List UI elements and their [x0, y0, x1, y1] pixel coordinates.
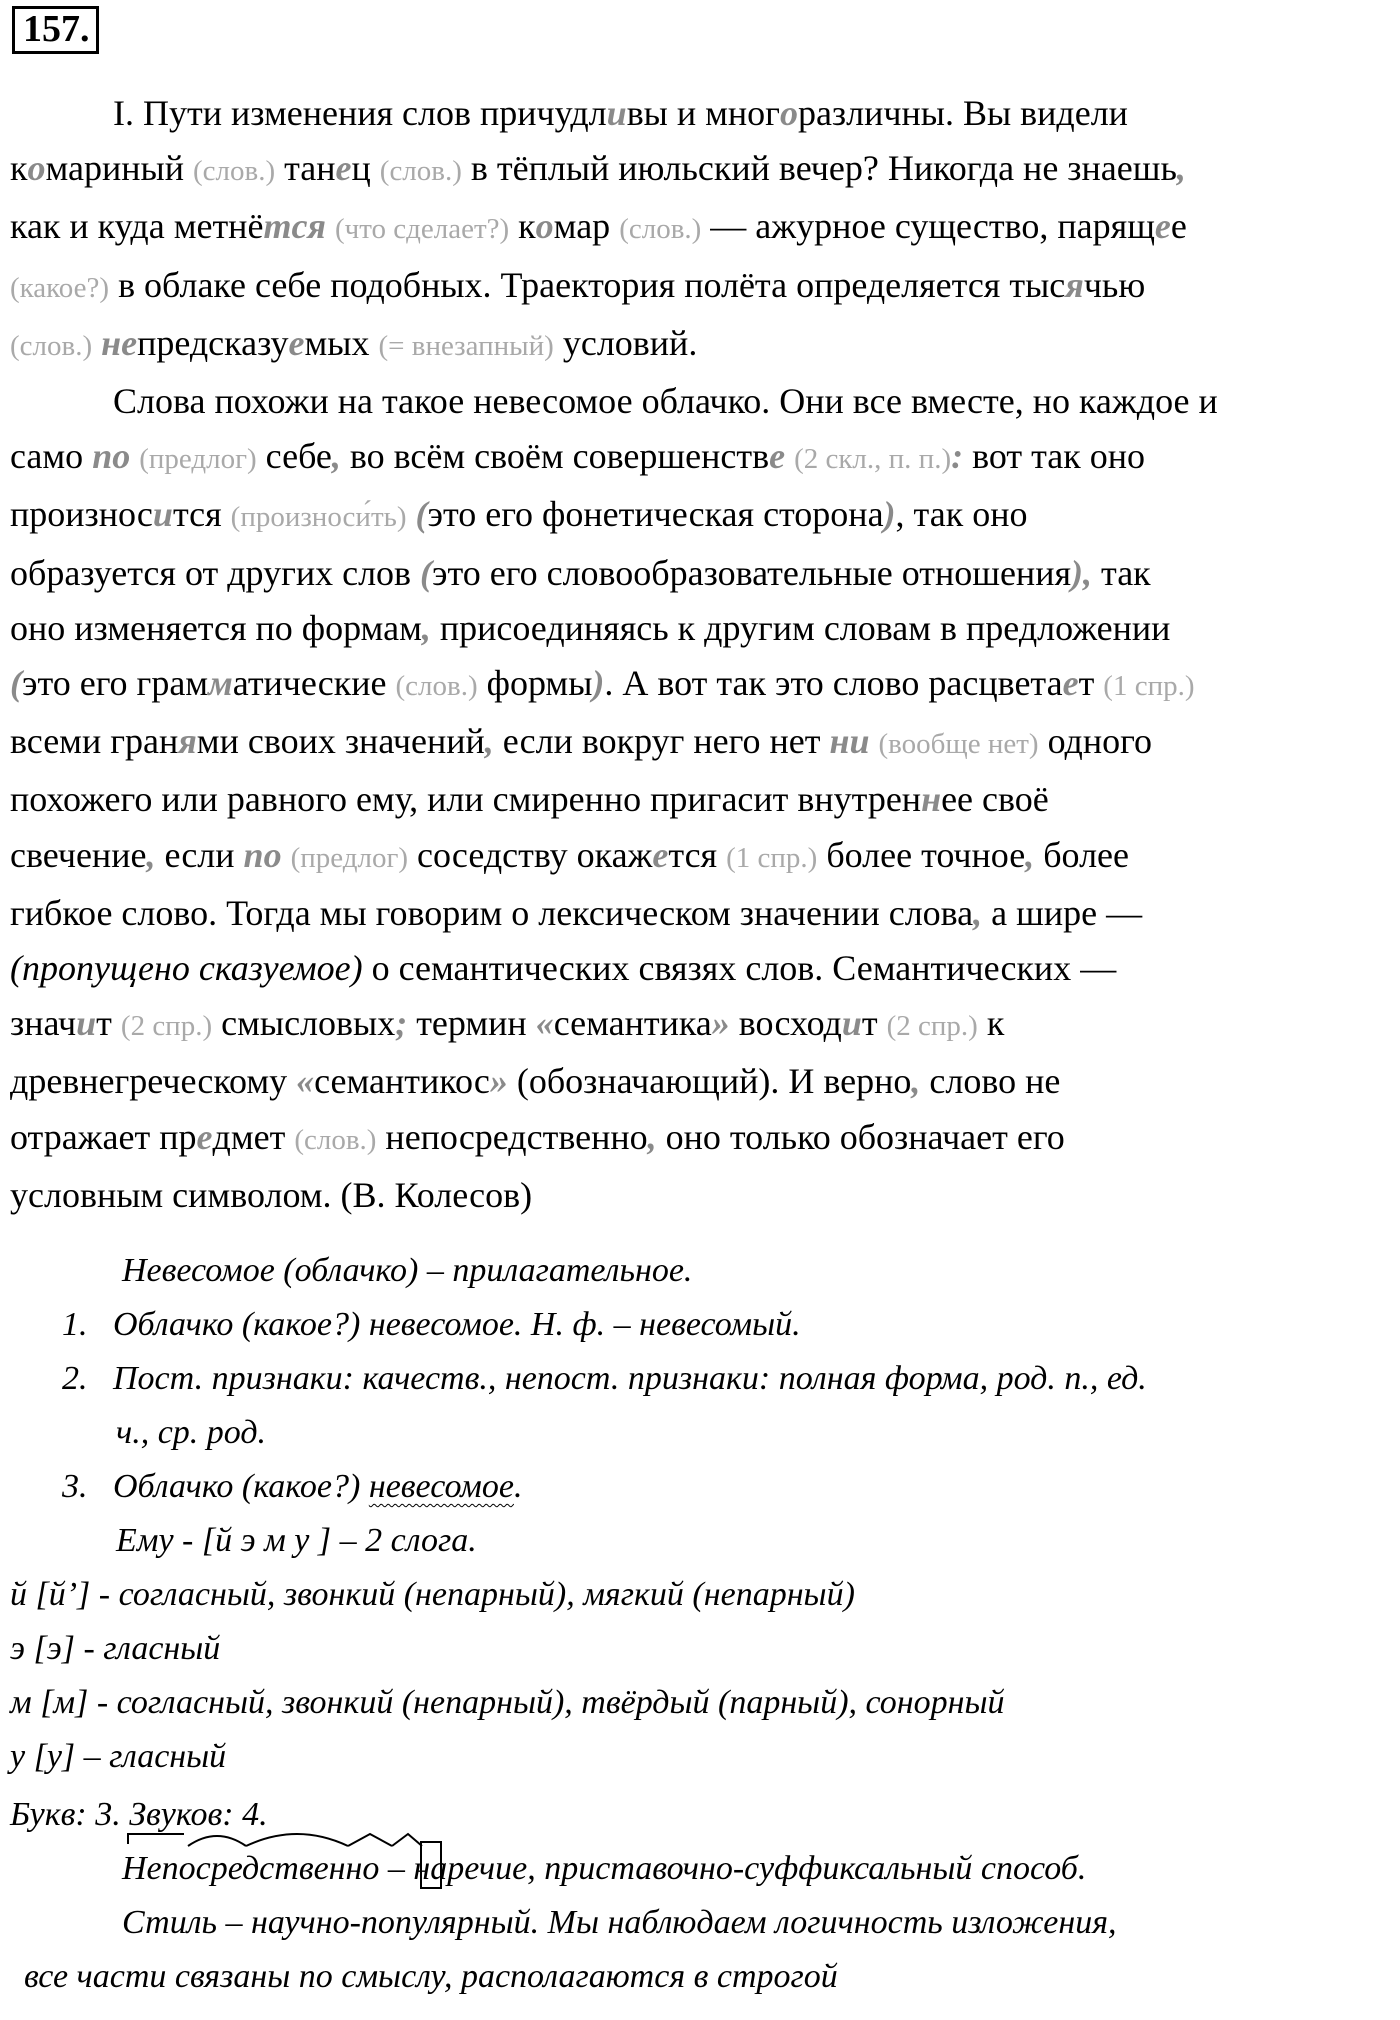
text-segment: слово не: [920, 1061, 1061, 1102]
text-segment: [92, 323, 101, 363]
highlighted-letter: ,: [146, 834, 156, 875]
exercise-text: [10, 86, 1395, 1223]
text-segment: одного: [1038, 721, 1152, 762]
text-line: [10, 86, 1395, 141]
item-period: .: [513, 1468, 523, 1505]
phonetic-line: у [у] – гласный: [10, 1738, 227, 1775]
text-segment: если: [155, 834, 244, 875]
text-segment: это его словообразовательные отношения: [432, 552, 1072, 593]
text-segment: ц: [351, 148, 380, 189]
highlighted-letter: по: [243, 834, 282, 875]
text-segment: формы: [477, 663, 593, 704]
adverb-description: – наречие, приставочно-суффиксальный способ.: [379, 1850, 1087, 1887]
highlighted-letter: я: [1065, 264, 1084, 305]
item-number: 2.: [62, 1360, 88, 1397]
highlighted-letter: ),: [1071, 552, 1093, 593]
highlighted-letter: (: [415, 494, 428, 535]
text-line: [10, 199, 1395, 257]
text-line: [10, 601, 1395, 656]
highlighted-letter: ): [592, 663, 605, 704]
highlighted-letter: »: [711, 1003, 730, 1044]
highlighted-letter: »: [489, 1061, 508, 1102]
highlighted-letter: (: [420, 552, 433, 593]
text-segment: похожего или равного ему, или смиренно пригасит внутрен: [10, 779, 922, 820]
text-line: [10, 828, 1395, 886]
highlighted-letter: ,: [647, 1116, 657, 1157]
item-number: 1.: [62, 1306, 88, 1343]
text-segment: так: [1092, 552, 1151, 593]
text-segment: во всём своём совершенств: [340, 436, 770, 477]
highlighted-letter: ,: [911, 1061, 921, 1102]
text-segment: к: [10, 148, 28, 189]
italic-note: (пропущено сказуемое): [10, 948, 363, 989]
grammar-note: (1 спр.): [1103, 670, 1195, 703]
text-segment: соседству окаж: [408, 834, 653, 875]
text-segment: отражает пр: [10, 1116, 197, 1157]
grammar-note: (что сделает?): [334, 213, 510, 246]
highlighted-letter: ,: [421, 607, 431, 648]
analysis-item-3: [10, 1460, 1395, 1514]
phonetic-line: й [й’] - согласный, звонкий (непарный), мягкий (непарный): [10, 1576, 855, 1613]
text-segment: а шире —: [982, 892, 1143, 933]
style-line-2: все части связаны по смыслу, располагаются в строгой: [24, 1958, 838, 1995]
text-segment: в облаке себе подобных. Траектория полёта определяется тыс: [109, 264, 1066, 305]
text-segment: (обозначающий). И верно: [507, 1061, 912, 1102]
text-segment: свечение: [10, 834, 147, 875]
text-segment: предсказу: [137, 322, 289, 363]
analysis-item-2-cont: ч., ср. род.: [116, 1414, 267, 1451]
highlighted-letter: м: [208, 663, 233, 704]
grammar-note: (1 спр.): [726, 841, 818, 874]
text-segment: тан: [275, 148, 336, 189]
grammar-note: (слов.): [619, 213, 702, 246]
grammar-note: (какое?): [10, 271, 110, 304]
text-segment: различны. Вы видели: [797, 93, 1128, 133]
highlighted-letter: о: [535, 206, 554, 247]
grammar-note: (слов.): [193, 155, 276, 188]
grammar-note: (слов.): [294, 1123, 377, 1156]
highlighted-letter: по: [92, 436, 131, 477]
text-segment: семантикос: [314, 1061, 490, 1102]
grammar-note: (2 спр.): [886, 1010, 978, 1043]
adverb-word: Непосредственно: [122, 1850, 380, 1887]
text-segment: тся: [172, 494, 231, 535]
style-line-1: Стиль – научно-популярный. Мы наблюдаем логичность изложения,: [122, 1904, 1117, 1941]
adverb-line: [10, 1842, 1395, 1896]
text-segment: дмет: [212, 1116, 295, 1157]
grammar-note: (вообще нет): [878, 728, 1039, 761]
text-segment: [407, 494, 416, 534]
item-text: Пост. признаки: качеств., непост. признаки: полная форма, род. п., ед.: [113, 1360, 1147, 1397]
highlighted-letter: е: [1062, 663, 1079, 704]
text-segment: себе: [256, 436, 332, 477]
adjective-heading: Невесомое (облачко) – прилагательное.: [122, 1252, 693, 1289]
text-segment: т: [1078, 663, 1104, 704]
text-segment: — ажурное существо, парящ: [701, 206, 1155, 247]
text-line: [10, 996, 1395, 1054]
text-segment: т: [861, 1003, 887, 1044]
text-line: [10, 374, 1395, 429]
text-segment: к: [977, 1003, 1005, 1044]
highlighted-letter: ;: [395, 1003, 408, 1044]
highlighted-letter: ,: [484, 721, 494, 762]
text-segment: термин: [407, 1003, 536, 1044]
text-segment: т: [96, 1003, 121, 1044]
highlighted-letter: и: [152, 494, 173, 535]
text-segment: всеми гран: [10, 721, 179, 762]
text-line: [10, 941, 1395, 996]
analysis-item-1: [10, 1298, 1395, 1352]
text-segment: Слова похожи на такое невесомое облачко. Они все вместе, но каждое и: [113, 381, 1218, 422]
phonetic-line: м [м] - согласный, звонкий (непарный), твёрдый (парный), сонорный: [10, 1684, 1005, 1721]
text-segment: , так оно: [895, 494, 1028, 535]
text-segment: ее своё: [941, 779, 1049, 820]
highlighted-letter: «: [296, 1061, 315, 1102]
highlighted-letter: е: [288, 322, 305, 363]
text-line: [10, 1168, 1395, 1223]
grammar-note: (предлог): [290, 841, 409, 874]
text-line: [10, 656, 1395, 714]
highlighted-letter: не: [101, 322, 138, 363]
text-segment: древнегреческому: [10, 1061, 297, 1102]
highlighted-letter: ни: [829, 721, 870, 762]
text-segment: образуется от других слов: [10, 552, 421, 593]
text-segment: восход: [729, 1003, 842, 1044]
text-line: [10, 714, 1395, 772]
text-segment: тся: [668, 834, 727, 875]
text-segment: это его грам: [22, 663, 209, 704]
text-segment: мариный: [45, 148, 193, 189]
text-segment: вот так оно: [963, 436, 1146, 477]
text-segment: [785, 436, 794, 476]
morpheme-marks-icon: [122, 1832, 444, 1892]
grammar-note: (слов.): [379, 155, 462, 188]
text-segment: знач: [10, 1003, 77, 1044]
text-segment: вы и мног: [626, 93, 780, 133]
phonetic-line: э [э] - гласный: [10, 1630, 221, 1667]
highlighted-letter: ,: [1025, 834, 1035, 875]
text-segment: это его фонетическая сторона: [427, 494, 884, 535]
highlighted-letter: и: [76, 1003, 97, 1044]
text-line: [10, 316, 1395, 374]
text-segment: более: [1034, 834, 1129, 875]
text-segment: [130, 436, 139, 476]
text-segment: . А вот так это слово расцвета: [604, 663, 1063, 704]
analysis-item-2: [10, 1352, 1395, 1406]
text-segment: о семантических связях слов. Семантических —: [362, 948, 1117, 989]
letters-sounds-count: Букв: 3. Звуков: 4.: [10, 1796, 268, 1833]
exercise-number: 157.: [12, 6, 99, 54]
highlighted-letter: е: [335, 148, 352, 189]
text-line: [10, 1054, 1395, 1109]
text-line: [10, 258, 1395, 316]
text-segment: семантика: [553, 1003, 712, 1044]
text-line: [10, 1110, 1395, 1168]
item-number: 3.: [62, 1468, 88, 1505]
text-segment: оно только обозначает его: [656, 1116, 1065, 1157]
text-segment: присоединяясь к другим словам в предложении: [430, 607, 1171, 648]
highlighted-letter: н: [921, 779, 942, 820]
text-segment: непосредственно: [376, 1116, 648, 1157]
highlighted-letter: о: [27, 148, 46, 189]
highlighted-letter: ,: [331, 436, 341, 477]
text-line: [10, 429, 1395, 487]
grammar-note: (= внезапный): [378, 329, 554, 362]
highlighted-letter: е: [652, 834, 669, 875]
highlighted-letter: ): [883, 494, 896, 535]
text-segment: смысловых: [212, 1003, 396, 1044]
text-segment: е: [1170, 206, 1187, 247]
text-segment: само: [10, 436, 93, 477]
morpheme-marked-word: [122, 1842, 379, 1896]
grammar-note: (произноси́ть): [230, 501, 407, 534]
text-segment: атические: [232, 663, 396, 704]
text-segment: I. Пути изменения слов причудл: [113, 93, 607, 133]
highlighted-letter: (: [10, 663, 22, 704]
text-segment: условий.: [553, 322, 698, 363]
highlighted-letter: ,: [1176, 148, 1186, 189]
text-segment: произнос: [10, 494, 153, 535]
text-segment: [326, 206, 335, 246]
text-segment: к: [509, 206, 536, 247]
highlighted-letter: е: [196, 1116, 213, 1157]
text-segment: условным символом. (В. Колесов): [10, 1174, 533, 1215]
highlighted-letter: и: [841, 1003, 862, 1044]
grammar-note: (слов.): [395, 670, 478, 703]
phonetic-heading: Ему - [й э м у ] – 2 слога.: [116, 1522, 477, 1559]
text-segment: гибкое слово. Тогда мы говорим о лексическом значении слова: [10, 892, 974, 933]
text-segment: [282, 835, 291, 875]
text-segment: как и куда метнё: [10, 206, 264, 247]
highlighted-letter: и: [606, 93, 627, 133]
highlighted-letter: о: [779, 93, 798, 133]
highlighted-letter: е: [769, 436, 786, 477]
highlighted-letter: «: [535, 1003, 554, 1044]
highlighted-letter: е: [1154, 206, 1171, 247]
analysis-section: [10, 1244, 1395, 2004]
item-text: Облачко (какое?): [113, 1468, 369, 1505]
highlighted-letter: я: [178, 721, 197, 762]
text-segment: чью: [1083, 264, 1146, 305]
text-line: [10, 772, 1395, 827]
grammar-note: (2 спр.): [120, 1010, 213, 1043]
text-segment: ми своих значений: [196, 721, 485, 762]
text-line: [10, 886, 1395, 941]
grammar-note: (слов.): [10, 329, 93, 362]
text-segment: мар: [553, 206, 620, 247]
grammar-note: (предлог): [139, 443, 257, 476]
text-segment: в тёплый июльский вечер? Никогда не знаешь: [461, 148, 1177, 189]
text-segment: мых: [304, 322, 379, 363]
text-segment: более точное: [817, 834, 1026, 875]
highlighted-letter: :: [951, 436, 964, 477]
underlined-word: невесомое: [368, 1468, 514, 1505]
text-line: [10, 487, 1395, 545]
text-segment: если вокруг него нет: [493, 721, 830, 762]
text-line: [10, 546, 1395, 601]
highlighted-letter: ,: [973, 892, 983, 933]
item-text: Облачко (какое?) невесомое. Н. ф. – невесомый.: [113, 1306, 801, 1343]
grammar-note: (2 скл., п. п.): [794, 443, 952, 476]
text-line: [10, 141, 1395, 199]
text-segment: оно изменяется по формам: [10, 607, 422, 648]
highlighted-letter: тся: [263, 206, 326, 247]
